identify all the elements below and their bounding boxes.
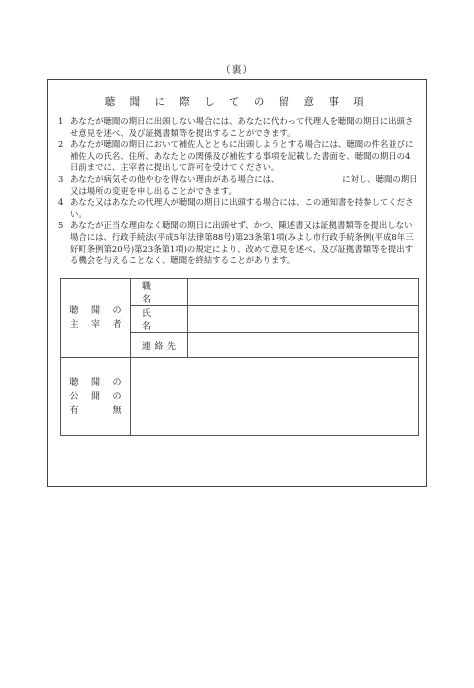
note-number: 2 <box>58 139 64 150</box>
reverse-side-label: （裏） <box>220 65 254 76</box>
form-frame <box>47 79 427 487</box>
row-label-name: 氏 名 <box>131 306 188 333</box>
note-text: あなたが聴聞の期日に出頭しない場合には、あなたに代わって代理人を聴聞の期日に出頭させ意見を述べ、及び証拠書類等を提出することができます。 <box>70 116 414 138</box>
note-item <box>58 116 418 139</box>
public-group-line-1: 聴 聞 の <box>69 377 122 388</box>
note-item <box>58 197 418 220</box>
note-number: 1 <box>58 116 64 126</box>
presider-group-line-1: 聴 聞 の <box>69 306 122 316</box>
row-label-contact: 連 絡 先 <box>131 333 188 358</box>
public-hearing-field[interactable] <box>131 358 419 436</box>
note-item <box>58 174 418 197</box>
note-number: 5 <box>58 220 64 231</box>
row-label-title: 職 名 <box>131 279 188 306</box>
note-item <box>58 220 418 266</box>
note-text: あなたが正当な理由なく聴聞の期日に出頭せず、かつ、陳述書又は証拠書類等を提出しない場合には、行政手続法(平成5年法律第88号)第23条第1項(みよし市行政手続条例(平成8年三好町条例第20号)第23条第1項)の規定により、改めて意見を述べ、及び証拠書類等を提出する機会を与えることなく、聴聞を終結することがあります。 <box>70 220 414 266</box>
presider-group-label <box>61 279 131 358</box>
note-number: 4 <box>58 197 64 208</box>
presider-title-field[interactable] <box>188 279 419 306</box>
note-text: あなたが聴聞の期日において補佐人とともに出頭しようとする場合には、聴聞の件名並びに補佐人の氏名、住所、あなたとの関係及び補佐する事項を記載した書面を、聴聞の期日の4日前までに、主宰者に提出して許可を受けてください。 <box>70 139 414 173</box>
public-group-label <box>61 358 131 436</box>
presider-group-line-2: 主 宰 者 <box>69 320 122 330</box>
note-item <box>58 139 418 174</box>
presider-contact-field[interactable] <box>188 333 419 358</box>
note-text: あなた又はあなたの代理人が聴聞の期日に出頭する場合には、この通知書を持参してください。 <box>70 197 414 219</box>
presider-name-field[interactable] <box>188 306 419 333</box>
notes-list <box>58 116 418 267</box>
note-number: 3 <box>58 173 64 184</box>
public-group-line-3: 有 無 <box>69 405 122 416</box>
note-text: あなたが病気その他やむを得ない理由がある場合には、 に対し、聴聞の期日又は場所の変更を申し出ることができます。 <box>70 173 418 196</box>
public-group-line-2: 公 開 の <box>69 391 122 402</box>
form-title: 聴 聞 に 際 し て の 留 意 事 項 <box>104 96 370 108</box>
presider-table <box>60 278 419 436</box>
